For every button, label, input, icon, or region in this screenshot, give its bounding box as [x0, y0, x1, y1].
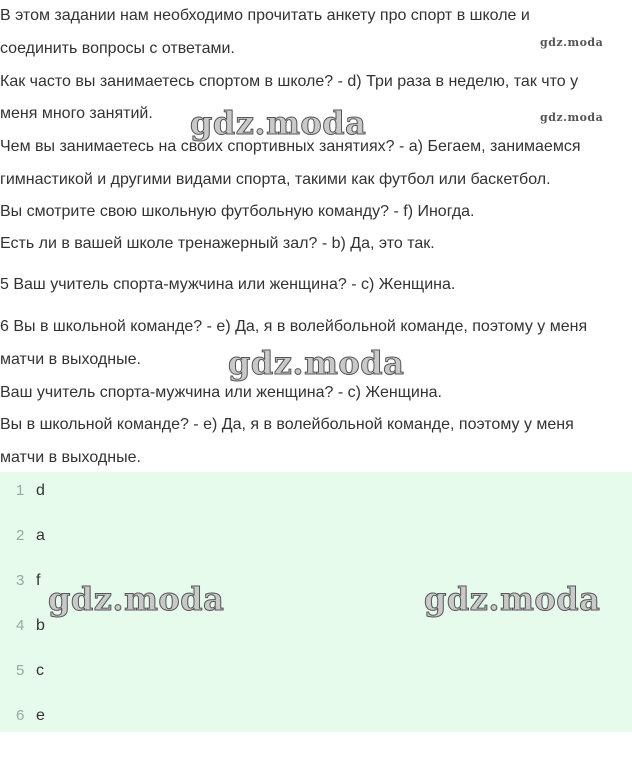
answer-number: 5 [16, 662, 25, 679]
text-line: Вы в школьной команде? - e) Да, я в волейбольной команде, поэтому у меня [0, 416, 574, 433]
answer-number: 2 [16, 527, 25, 544]
text-line: В этом задании нам необходимо прочитать анкету про спорт в школе и [0, 7, 530, 24]
text-line: матчи в выходные. [0, 449, 141, 466]
answer-number: 6 [16, 707, 25, 724]
answer-row [16, 617, 45, 635]
text-line: Вы смотрите свою школьную футбольную команду? - f) Иногда. [0, 203, 475, 220]
answer-row [16, 527, 45, 545]
answer-number: 1 [16, 482, 25, 499]
text-line: 6 Вы в школьной команде? - e) Да, я в волейбольной команде, поэтому у меня [0, 318, 588, 335]
answer-number: 4 [16, 617, 25, 634]
answer-value: a [36, 527, 45, 544]
text-line: Есть ли в вашей школе тренажерный зал? - b) Да, это так. [0, 235, 435, 252]
answer-value: c [36, 662, 44, 679]
text-line: Чем вы занимаетесь на своих спортивных занятиях? - a) Бегаем, занимаемся [0, 138, 581, 155]
text-line: соединить вопросы с ответами. [0, 40, 235, 57]
text-line: меня много занятий. [0, 105, 153, 122]
text-line: Ваш учитель спорта-мужчина или женщина? - c) Женщина. [0, 384, 442, 401]
watermark-logo: gdz.moda [540, 111, 604, 124]
text-line: 5 Ваш учитель спорта-мужчина или женщина? - c) Женщина. [0, 276, 456, 293]
answer-row [16, 572, 40, 590]
answer-row [16, 707, 45, 725]
answer-value: d [36, 482, 45, 499]
text-line: Как часто вы занимаетесь спортом в школе? - d) Три раза в неделю, так что у [0, 73, 579, 90]
answer-value: f [36, 572, 41, 589]
watermark-logo: gdz.moda [190, 104, 367, 142]
answer-row [16, 482, 45, 500]
watermark-logo: gdz.moda [540, 36, 604, 49]
watermark-logo: gdz.moda [228, 344, 405, 382]
watermark-logo: gdz.moda [424, 580, 601, 618]
text-line: гимнастикой и другими видами спорта, такими как футбол или баскетбол. [0, 171, 551, 188]
answer-value: e [36, 707, 45, 724]
answer-value: b [36, 617, 45, 634]
watermark-logo: gdz.moda [48, 580, 225, 618]
answer-number: 3 [16, 572, 25, 589]
text-line: матчи в выходные. [0, 351, 141, 368]
answer-row [16, 662, 44, 680]
